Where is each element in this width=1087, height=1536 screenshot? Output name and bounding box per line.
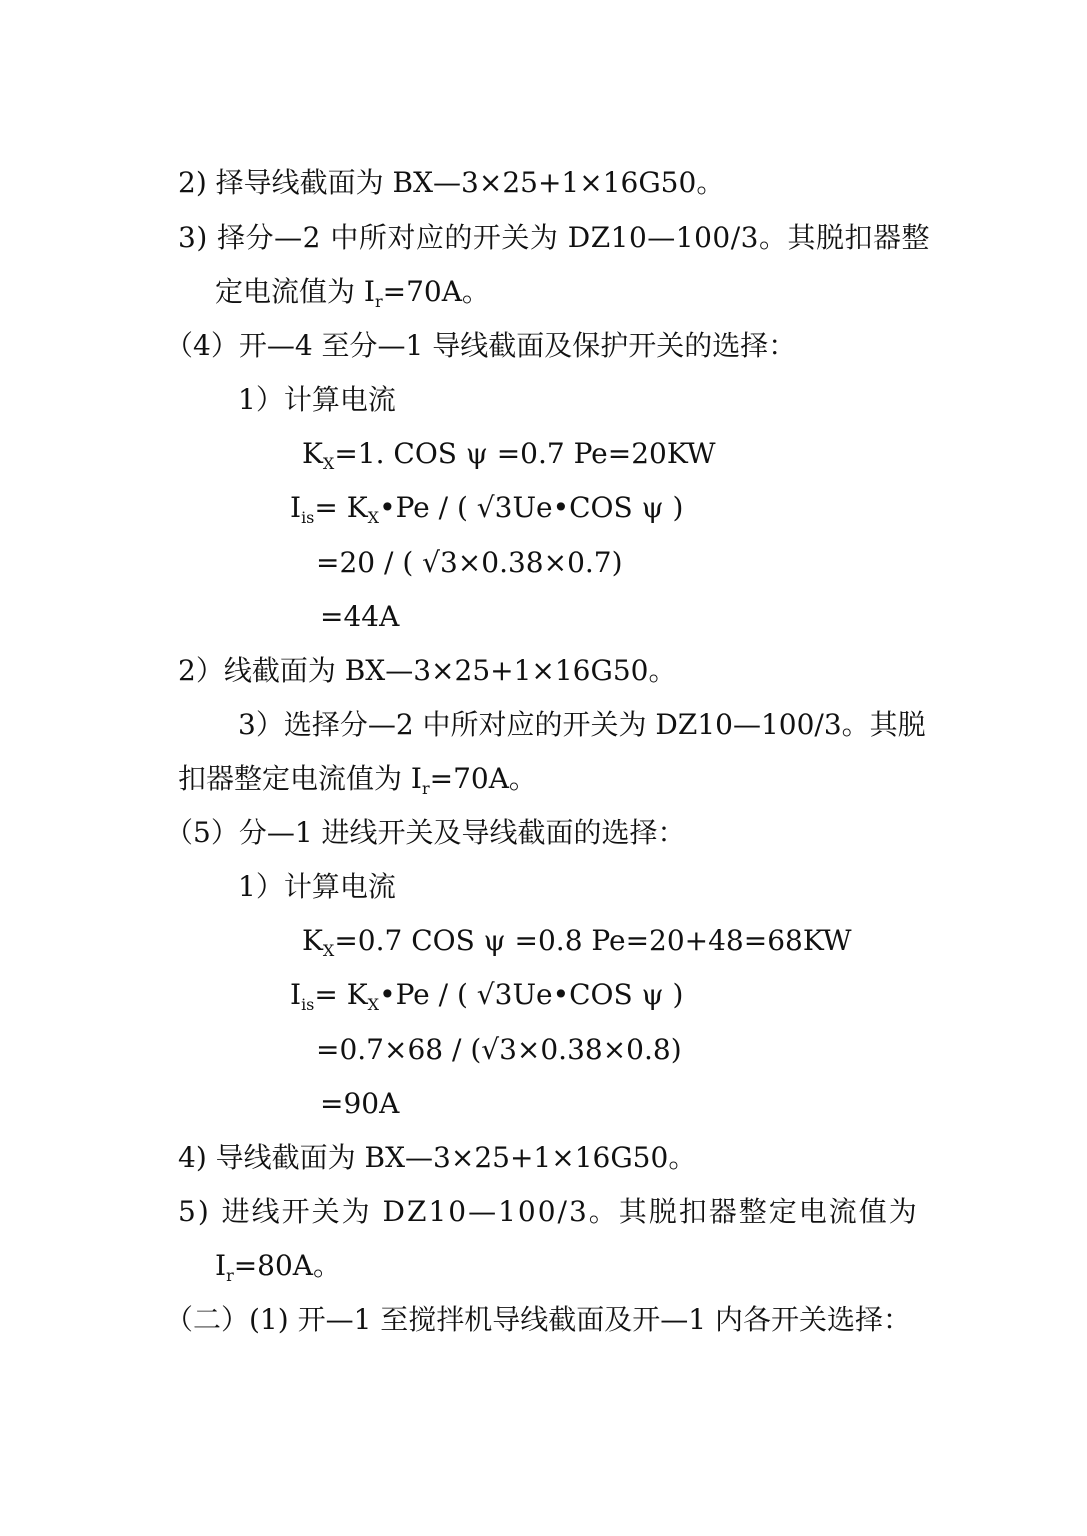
text-line: $I_r=80A$。 [215, 1249, 342, 1285]
text-line: 2）线截面为 BX—3×25+1×16G50。 [178, 654, 677, 687]
section-heading: （4）开—4 至分—1 导线截面及保护开关的选择： [165, 329, 797, 362]
text-line: 扣器整定电流值为 $I_r=70A$。 [178, 762, 537, 798]
text-line: 4) 导线截面为 BX—3×25+1×16G50。 [178, 1141, 697, 1174]
text-line: 1）计算电流 [238, 870, 396, 903]
formula-line: =20 / ( √3×0.38×0.7) [316, 546, 623, 579]
section-heading: （5）分—1 进线开关及导线截面的选择： [165, 816, 686, 849]
formula-line: =90A [320, 1087, 400, 1120]
text-line: 1）计算电流 [238, 383, 396, 416]
formula-line: $K_X=0.7$ COS ψ =0.8 Pe=20+48=68KW [302, 924, 852, 960]
formula-line: $I_{is}=$ $K_X•Pe$ / ( √3Ue•COS ψ ) [290, 978, 684, 1014]
text-line: 2) 择导线截面为 BX—3×25+1×16G50。 [178, 166, 725, 199]
text-line: 定电流值为 $I_r=70A$。 [215, 275, 490, 311]
formula-line: $I_{is}=$ $K_X•Pe$ / ( √3Ue•COS ψ ) [290, 491, 684, 527]
text-line: 3) 择分—2 中所对应的开关为 DZ10—100/3。其脱扣器整 [178, 221, 930, 254]
section-heading: （二）(1) 开—1 至搅拌机导线截面及开—1 内各开关选择： [165, 1303, 911, 1336]
formula-line: $K_X=1$. COS ψ =0.7 Pe=20KW [302, 437, 716, 473]
formula-line: =0.7×68 / (√3×0.38×0.8) [316, 1033, 682, 1066]
text-line: 3）选择分—2 中所对应的开关为 DZ10—100/3。其脱 [238, 708, 926, 741]
formula-line: =44A [320, 600, 400, 633]
text-line: 5) 进线开关为 DZ10—100/3。其脱扣器整定电流值为 [178, 1195, 919, 1228]
